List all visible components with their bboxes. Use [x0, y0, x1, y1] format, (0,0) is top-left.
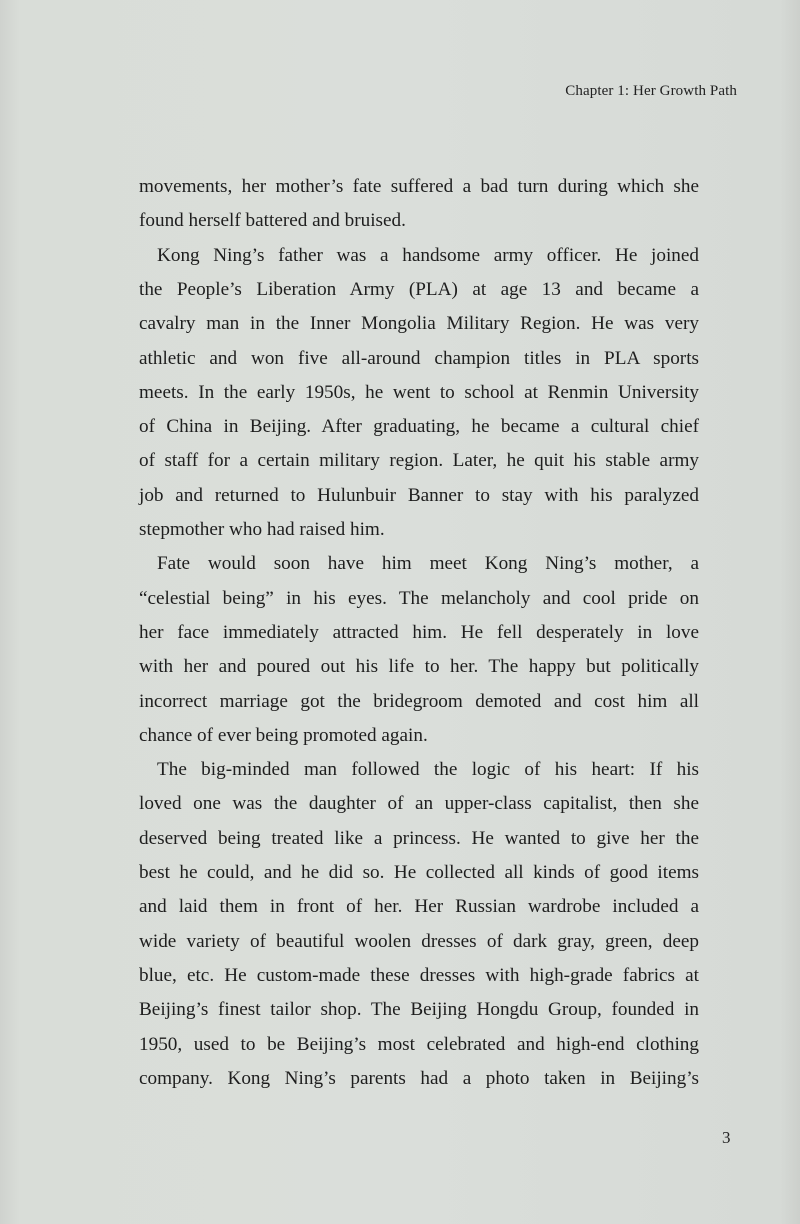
text-line: best he could, and he did so. He collected all kinds of good items — [139, 862, 699, 883]
text-line: and laid them in front of her. Her Russian wardrobe included a — [139, 896, 699, 918]
text-line: meets. In the early 1950s, he went to school at Renmin University — [139, 381, 699, 403]
text-line: of staff for a certain military region. Later, he quit his stable army — [139, 450, 699, 472]
text-line: blue, etc. He custom-made these dresses with high-grade fabrics at — [139, 964, 699, 986]
text-line: incorrect marriage got the bridegroom demoted and cost him all — [139, 690, 699, 712]
text-line: deserved being treated like a princess. He wanted to give her the — [139, 827, 699, 849]
text-line: her face immediately attracted him. He fell desperately in love — [139, 621, 699, 643]
text-line: stepmother who had raised him. — [139, 519, 385, 540]
text-line: company. Kong Ning’s parents had a photo taken in Beijing’s — [139, 1067, 699, 1089]
text-line: of China in Beijing. After graduating, he became a cultural chief — [139, 416, 699, 438]
text-line: Kong Ning’s father was a handsome army officer. He joined — [157, 244, 699, 266]
text-line: Fate would soon have him meet Kong Ning’s mother, a — [157, 553, 699, 575]
page-number: 3 — [722, 1128, 731, 1147]
text-line: with her and poured out his life to her. The happy but politically — [139, 656, 699, 678]
text-line: athletic and won five all-around champion titles in PLA sports — [139, 347, 699, 369]
text-line: The big-minded man followed the logic of his heart: If his — [157, 759, 699, 781]
text-line: loved one was the daughter of an upper-class capitalist, then she — [139, 793, 699, 815]
text-line: movements, her mother’s fate suffered a bad turn during which she — [139, 176, 699, 197]
text-line: cavalry man in the Inner Mongolia Military Region. He was very — [139, 313, 699, 335]
text-line: “celestial being” in his eyes. The melancholy and cool pride on — [139, 587, 699, 609]
text-line: 1950, used to be Beijing’s most celebrated and high-end clothing — [139, 1033, 699, 1055]
text-line: Beijing’s finest tailor shop. The Beijing Hongdu Group, founded in — [139, 999, 699, 1021]
text-line: found herself battered and bruised. — [139, 210, 406, 232]
text-line: the People’s Liberation Army (PLA) at age 13 and became a — [139, 278, 699, 300]
text-line: job and returned to Hulunbuir Banner to stay with his paralyzed — [139, 484, 699, 506]
running-header: Chapter 1: Her Growth Path — [565, 83, 737, 99]
text-line: wide variety of beautiful woolen dresses of dark gray, green, deep — [139, 930, 699, 952]
text-line: chance of ever being promoted again. — [139, 724, 428, 746]
